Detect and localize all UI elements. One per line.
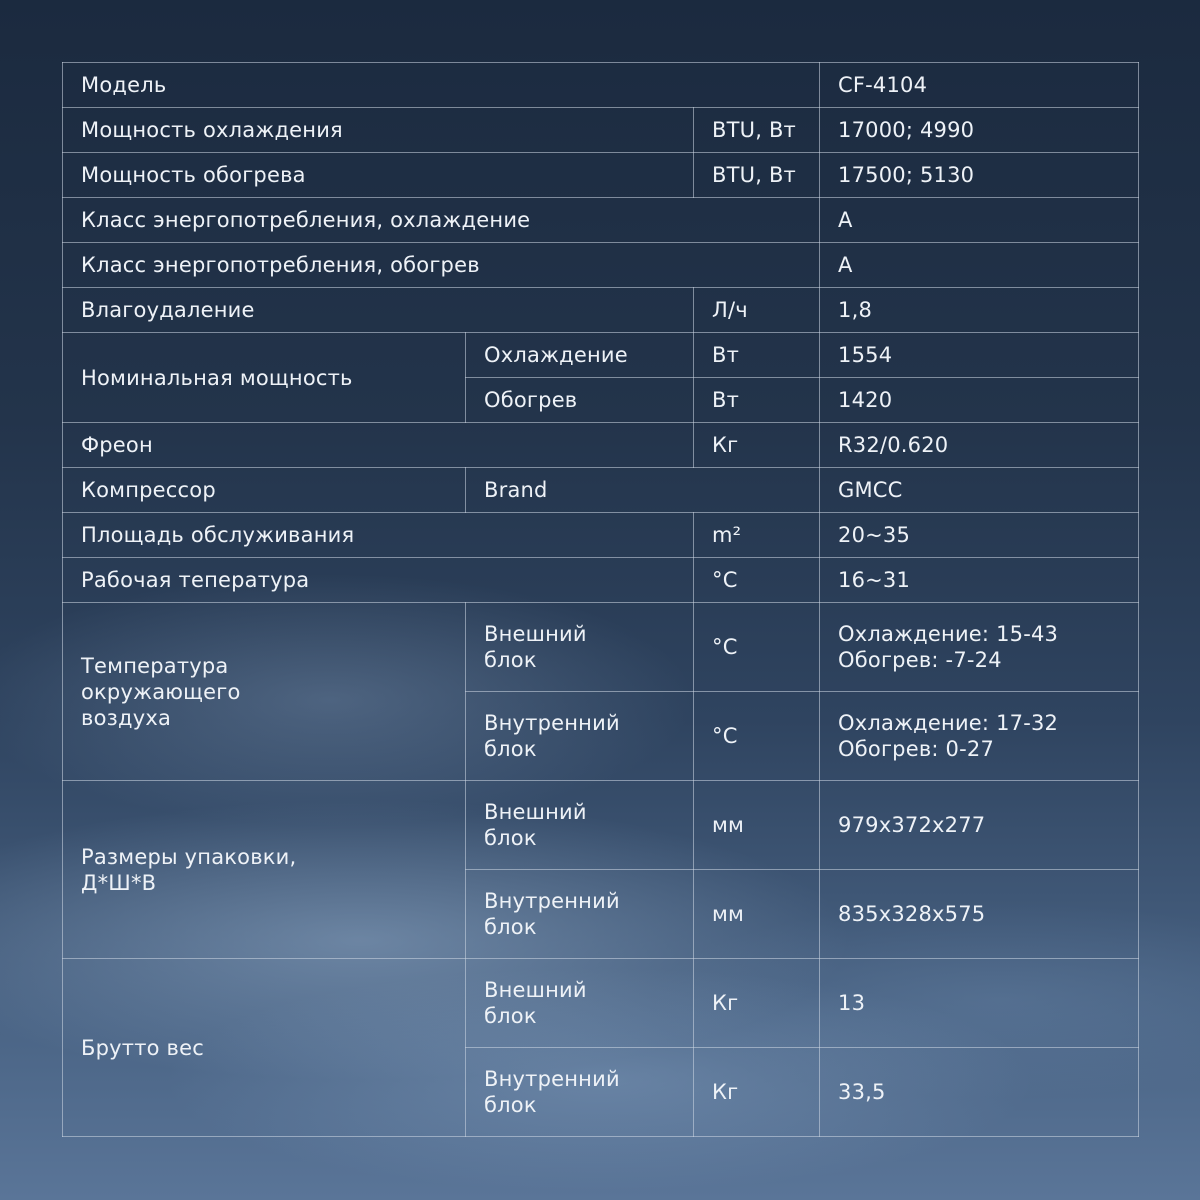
label-line: воздуха xyxy=(81,705,172,730)
row-unit: BTU, Вт xyxy=(694,153,820,198)
row-sublabel: Brand xyxy=(466,468,820,513)
row-label: Класс энергопотребления, обогрев xyxy=(63,243,820,288)
row-value: 13 xyxy=(820,959,1139,1048)
row-unit: Кг xyxy=(694,959,820,1048)
row-unit: m² xyxy=(694,513,820,558)
row-unit: °C xyxy=(694,558,820,603)
row-label: Площадь обслуживания xyxy=(63,513,694,558)
value-line: Охлаждение: 15-43 xyxy=(838,622,1059,646)
table-row xyxy=(63,243,1139,288)
row-unit: Л/ч xyxy=(694,288,820,333)
label-line: блок xyxy=(484,737,537,761)
row-label: Влагоудаление xyxy=(63,288,694,333)
table-row xyxy=(63,153,1139,198)
label-line: Размеры упаковки, xyxy=(81,844,297,869)
row-label: Класс энергопотребления, охлаждение xyxy=(63,198,820,243)
row-value xyxy=(820,692,1139,781)
row-value: GMCC xyxy=(820,468,1139,513)
table-row xyxy=(63,423,1139,468)
row-unit: °C xyxy=(694,692,820,781)
row-value: 835x328x575 xyxy=(820,870,1139,959)
value-line: Обогрев: -7-24 xyxy=(838,648,1002,672)
table-row xyxy=(63,198,1139,243)
table-row xyxy=(63,288,1139,333)
row-value: R32/0.620 xyxy=(820,423,1139,468)
label-line: блок xyxy=(484,826,537,850)
row-label: Мощность охлаждения xyxy=(63,108,694,153)
label-line: блок xyxy=(484,648,537,672)
row-value: A xyxy=(820,243,1139,288)
row-label: Модель xyxy=(63,63,820,108)
table-row xyxy=(63,108,1139,153)
table-row xyxy=(63,513,1139,558)
label-line: Внутренний xyxy=(484,889,620,913)
row-sublabel xyxy=(466,1048,694,1137)
label-line: окружающего xyxy=(81,679,241,704)
label-line: Внешний xyxy=(484,622,587,646)
label-line: блок xyxy=(484,1004,537,1028)
row-value: A xyxy=(820,198,1139,243)
label-line: Внешний xyxy=(484,978,587,1002)
row-value: 16~31 xyxy=(820,558,1139,603)
table-row xyxy=(63,781,1139,870)
label-line: блок xyxy=(484,1093,537,1117)
value-line: Обогрев: 0-27 xyxy=(838,737,995,761)
table-row xyxy=(63,333,1139,378)
row-label: Фреон xyxy=(63,423,694,468)
row-value xyxy=(820,603,1139,692)
row-value: 1,8 xyxy=(820,288,1139,333)
table-row xyxy=(63,959,1139,1048)
row-unit: Вт xyxy=(694,378,820,423)
row-sublabel xyxy=(466,870,694,959)
row-label: Брутто вес xyxy=(63,959,466,1137)
row-unit: мм xyxy=(694,870,820,959)
row-sublabel xyxy=(466,692,694,781)
row-unit: мм xyxy=(694,781,820,870)
row-value: 1420 xyxy=(820,378,1139,423)
label-line: Внутренний xyxy=(484,1067,620,1091)
label-line: Внешний xyxy=(484,800,587,824)
row-value: 979x372x277 xyxy=(820,781,1139,870)
row-unit: Вт xyxy=(694,333,820,378)
row-value: CF-4104 xyxy=(820,63,1139,108)
row-label: Номинальная мощность xyxy=(63,333,466,423)
row-value: 20~35 xyxy=(820,513,1139,558)
row-unit: BTU, Вт xyxy=(694,108,820,153)
row-sublabel xyxy=(466,781,694,870)
row-unit: Кг xyxy=(694,423,820,468)
row-label xyxy=(63,603,466,781)
row-value: 33,5 xyxy=(820,1048,1139,1137)
row-value: 1554 xyxy=(820,333,1139,378)
label-line: Температура xyxy=(81,653,229,678)
label-line: блок xyxy=(484,915,537,939)
spec-table xyxy=(62,62,1139,1137)
label-line: Внутренний xyxy=(484,711,620,735)
row-label: Компрессор xyxy=(63,468,466,513)
row-value: 17500; 5130 xyxy=(820,153,1139,198)
row-sublabel: Обогрев xyxy=(466,378,694,423)
label-line: Д*Ш*В xyxy=(81,870,157,895)
row-unit: Кг xyxy=(694,1048,820,1137)
table-row xyxy=(63,63,1139,108)
row-label xyxy=(63,781,466,959)
row-label: Рабочая тепература xyxy=(63,558,694,603)
table-row xyxy=(63,558,1139,603)
row-sublabel: Охлаждение xyxy=(466,333,694,378)
table-row xyxy=(63,468,1139,513)
row-label: Мощность обогрева xyxy=(63,153,694,198)
row-sublabel xyxy=(466,959,694,1048)
row-unit: °C xyxy=(694,603,820,692)
table-row xyxy=(63,603,1139,692)
row-value: 17000; 4990 xyxy=(820,108,1139,153)
row-sublabel xyxy=(466,603,694,692)
value-line: Охлаждение: 17-32 xyxy=(838,711,1059,735)
